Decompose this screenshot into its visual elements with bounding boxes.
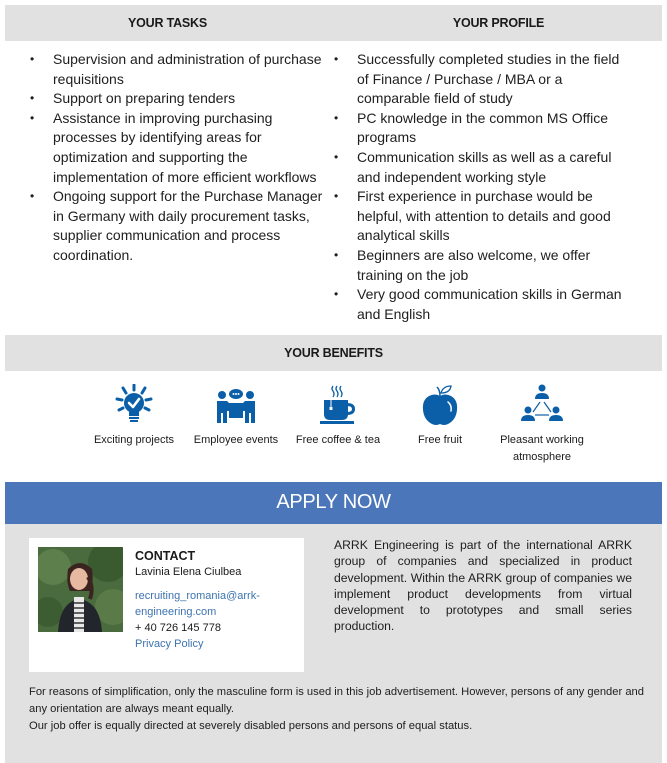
- benefit-free-fruit: [389, 384, 491, 466]
- task-item: • Support on preparing tenders: [30, 89, 325, 109]
- benefit-label: Pleasant working atmosphere: [500, 434, 584, 463]
- profile-list: [334, 50, 624, 324]
- team-network-icon: [520, 384, 564, 426]
- profile-item: • Communication skills as well as a careful and independent working style: [334, 148, 624, 187]
- task-item: • Supervision and administration of purchase requisitions: [30, 50, 325, 89]
- privacy-policy-link[interactable]: Privacy Policy: [135, 638, 204, 650]
- contact-section: [5, 524, 662, 763]
- contact-phone: + 40 726 145 778: [135, 622, 221, 634]
- contact-heading: CONTACT: [135, 549, 196, 563]
- disclaimer-gender: For reasons of simplification, only the masculine form is used in this job advertisement. However, persons of any gender and any orientation are always meant equally.: [29, 686, 644, 715]
- benefit-pleasant-atmosphere: [491, 384, 593, 466]
- profile-item: • First experience in purchase would be helpful, with attention to details and good analytical skills: [334, 187, 624, 246]
- profile-item: • Very good communication skills in German and English: [334, 285, 624, 324]
- people-meeting-icon: [214, 384, 258, 426]
- coffee-cup-icon: [316, 384, 360, 426]
- benefits-header: [5, 335, 662, 371]
- contact-card: [29, 538, 304, 672]
- apple-icon: [418, 384, 462, 426]
- profile-item: • Successfully completed studies in the field of Finance / Purchase / MBA or a comparable field of study: [334, 50, 624, 109]
- profile-item: • Beginners are also welcome, we offer training on the job: [334, 246, 624, 285]
- disclaimer: [29, 684, 659, 735]
- benefit-label: Employee events: [193, 434, 279, 446]
- tasks-list: [30, 50, 325, 266]
- task-item: • Ongoing support for the Purchase Manager in Germany with daily procurement tasks, supplier communication and process coordination.: [30, 187, 325, 265]
- profile-item: • PC knowledge in the common MS Office programs: [334, 109, 624, 148]
- contact-email-line2[interactable]: engineering.com: [135, 606, 217, 618]
- benefit-label: Free coffee & tea: [295, 434, 381, 446]
- benefit-label: Free fruit: [417, 434, 462, 446]
- apply-now-banner[interactable]: [5, 482, 662, 524]
- contact-name: Lavinia Elena Ciulbea: [135, 566, 242, 578]
- contact-email-line1[interactable]: recruiting_romania@arrk-: [135, 590, 260, 602]
- benefit-employee-events: [185, 384, 287, 466]
- contact-email-link[interactable]: [135, 588, 300, 620]
- benefits-heading: YOUR BENEFITS: [284, 346, 383, 360]
- disclaimer-disability: Our job offer is equally directed at severely disabled persons and persons of equal status.: [29, 720, 473, 732]
- benefit-label: Exciting projects: [93, 434, 175, 446]
- apply-now-label[interactable]: APPLY NOW: [276, 491, 391, 513]
- contact-photo: [38, 547, 123, 632]
- benefit-free-coffee-tea: [287, 384, 389, 466]
- benefit-exciting-projects: [83, 384, 185, 466]
- company-description: ARRK Engineering is part of the international ARRK group of companies and specialized in product development. Within the ARRK group of companies we implement product developments from virtual development to prototypes and small series production.: [334, 538, 632, 634]
- profile-heading: YOUR PROFILE: [452, 16, 545, 30]
- lightbulb-check-icon: [112, 384, 156, 426]
- tasks-profile-header: [5, 5, 662, 41]
- contact-details: [135, 548, 300, 652]
- benefits-row: [83, 384, 593, 466]
- tasks-heading: YOUR TASKS: [127, 16, 208, 30]
- task-item: • Assistance in improving purchasing processes by identifying areas for optimization and supporting the implementation of more efficient workflows: [30, 109, 325, 187]
